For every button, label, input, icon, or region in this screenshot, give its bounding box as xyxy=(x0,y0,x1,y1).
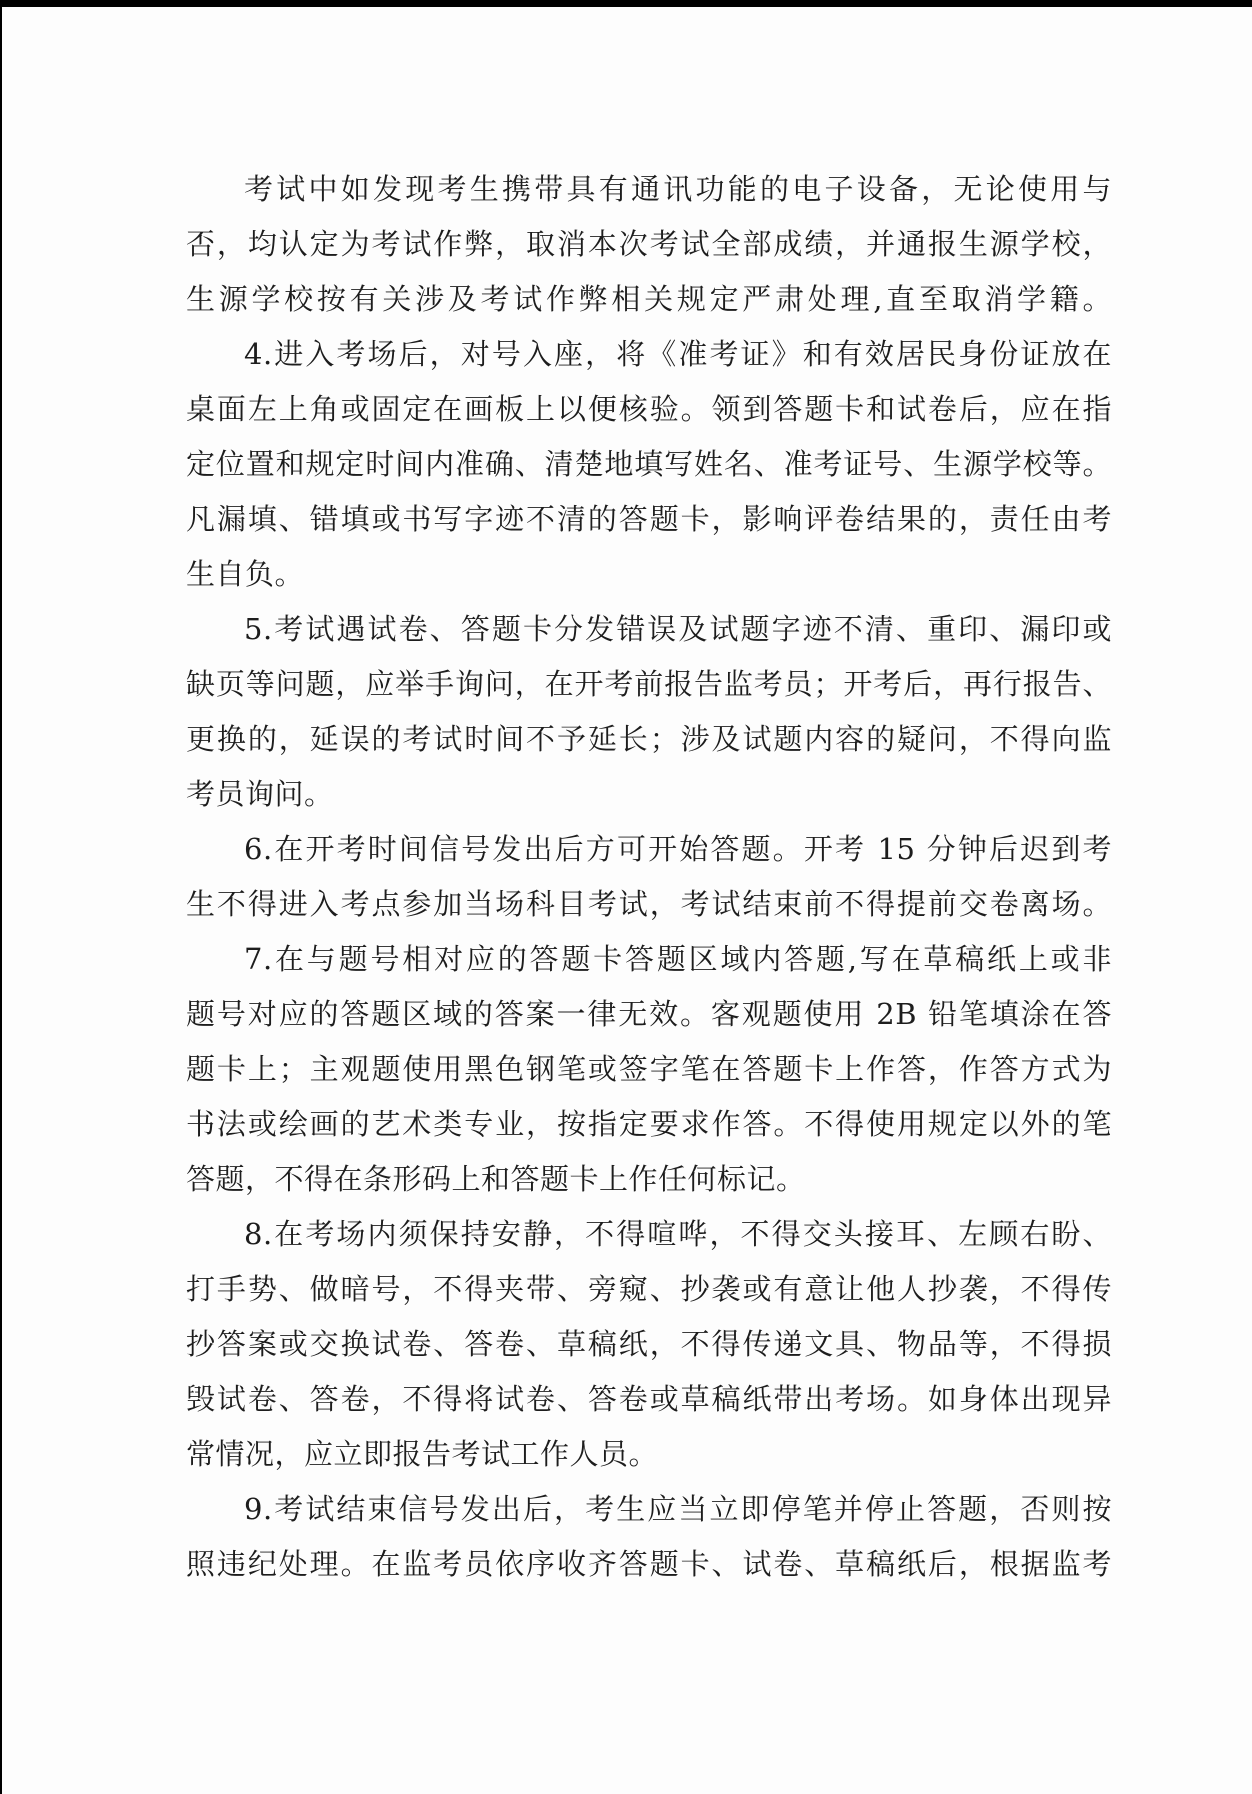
text-line: 凡漏填、错填或书写字迹不清的答题卡，影响评卷结果的，责任由考 xyxy=(186,502,1112,536)
text-line: 抄答案或交换试卷、答卷、草稿纸，不得传递文具、物品等，不得损 xyxy=(186,1327,1112,1361)
text-line: 4.进入考场后，对号入座，将《准考证》和有效居民身份证放在 xyxy=(244,337,1112,371)
text-line: 6.在开考时间信号发出后方可开始答题。开考 15 分钟后迟到考 xyxy=(244,832,1112,866)
document-body xyxy=(186,162,1112,1592)
text-line: 缺页等问题，应举手询问，在开考前报告监考员；开考后，再行报告、 xyxy=(186,667,1112,701)
text-line: 书法或绘画的艺术类专业，按指定要求作答。不得使用规定以外的笔 xyxy=(186,1107,1112,1141)
text-line: 5.考试遇试卷、答题卡分发错误及试题字迹不清、重印、漏印或 xyxy=(244,612,1112,646)
text-line: 7.在与题号相对应的答题卡答题区域内答题,写在草稿纸上或非 xyxy=(244,942,1112,976)
text-line: 桌面左上角或固定在画板上以便核验。领到答题卡和试卷后，应在指 xyxy=(186,392,1112,426)
text-line: 考试中如发现考生携带具有通讯功能的电子设备，无论使用与 xyxy=(244,172,1112,206)
text-line: 更换的，延误的考试时间不予延长；涉及试题内容的疑问，不得向监 xyxy=(186,722,1112,756)
text-line: 常情况，应立即报告考试工作人员。 xyxy=(186,1437,659,1471)
text-line: 8.在考场内须保持安静，不得喧哗，不得交头接耳、左顾右盼、 xyxy=(244,1217,1112,1251)
text-line: 考员询问。 xyxy=(186,777,334,811)
text-line: 题卡上；主观题使用黑色钢笔或签字笔在答题卡上作答，作答方式为 xyxy=(186,1052,1112,1086)
text-line: 答题，不得在条形码上和答题卡上作任何标记。 xyxy=(186,1162,806,1196)
text-line: 题号对应的答题区域的答案一律无效。客观题使用 2B 铅笔填涂在答 xyxy=(186,997,1112,1031)
text-line: 否，均认定为考试作弊，取消本次考试全部成绩，并通报生源学校， xyxy=(186,227,1112,261)
text-line: 打手势、做暗号，不得夹带、旁窥、抄袭或有意让他人抄袭，不得传 xyxy=(186,1272,1112,1306)
text-line: 照违纪处理。在监考员依序收齐答题卡、试卷、草稿纸后，根据监考 xyxy=(186,1547,1112,1581)
text-line: 生不得进入考点参加当场科目考试，考试结束前不得提前交卷离场。 xyxy=(186,887,1112,921)
scan-edge-top xyxy=(0,0,1252,7)
scan-edge-left xyxy=(0,0,2,1794)
text-line: 9.考试结束信号发出后，考生应当立即停笔并停止答题，否则按 xyxy=(244,1492,1112,1526)
text-line: 生源学校按有关涉及考试作弊相关规定严肃处理,直至取消学籍。 xyxy=(186,282,1112,316)
text-line: 毁试卷、答卷，不得将试卷、答卷或草稿纸带出考场。如身体出现异 xyxy=(186,1382,1112,1416)
text-line: 定位置和规定时间内准确、清楚地填写姓名、准考证号、生源学校等。 xyxy=(186,447,1112,481)
text-line: 生自负。 xyxy=(186,557,305,591)
